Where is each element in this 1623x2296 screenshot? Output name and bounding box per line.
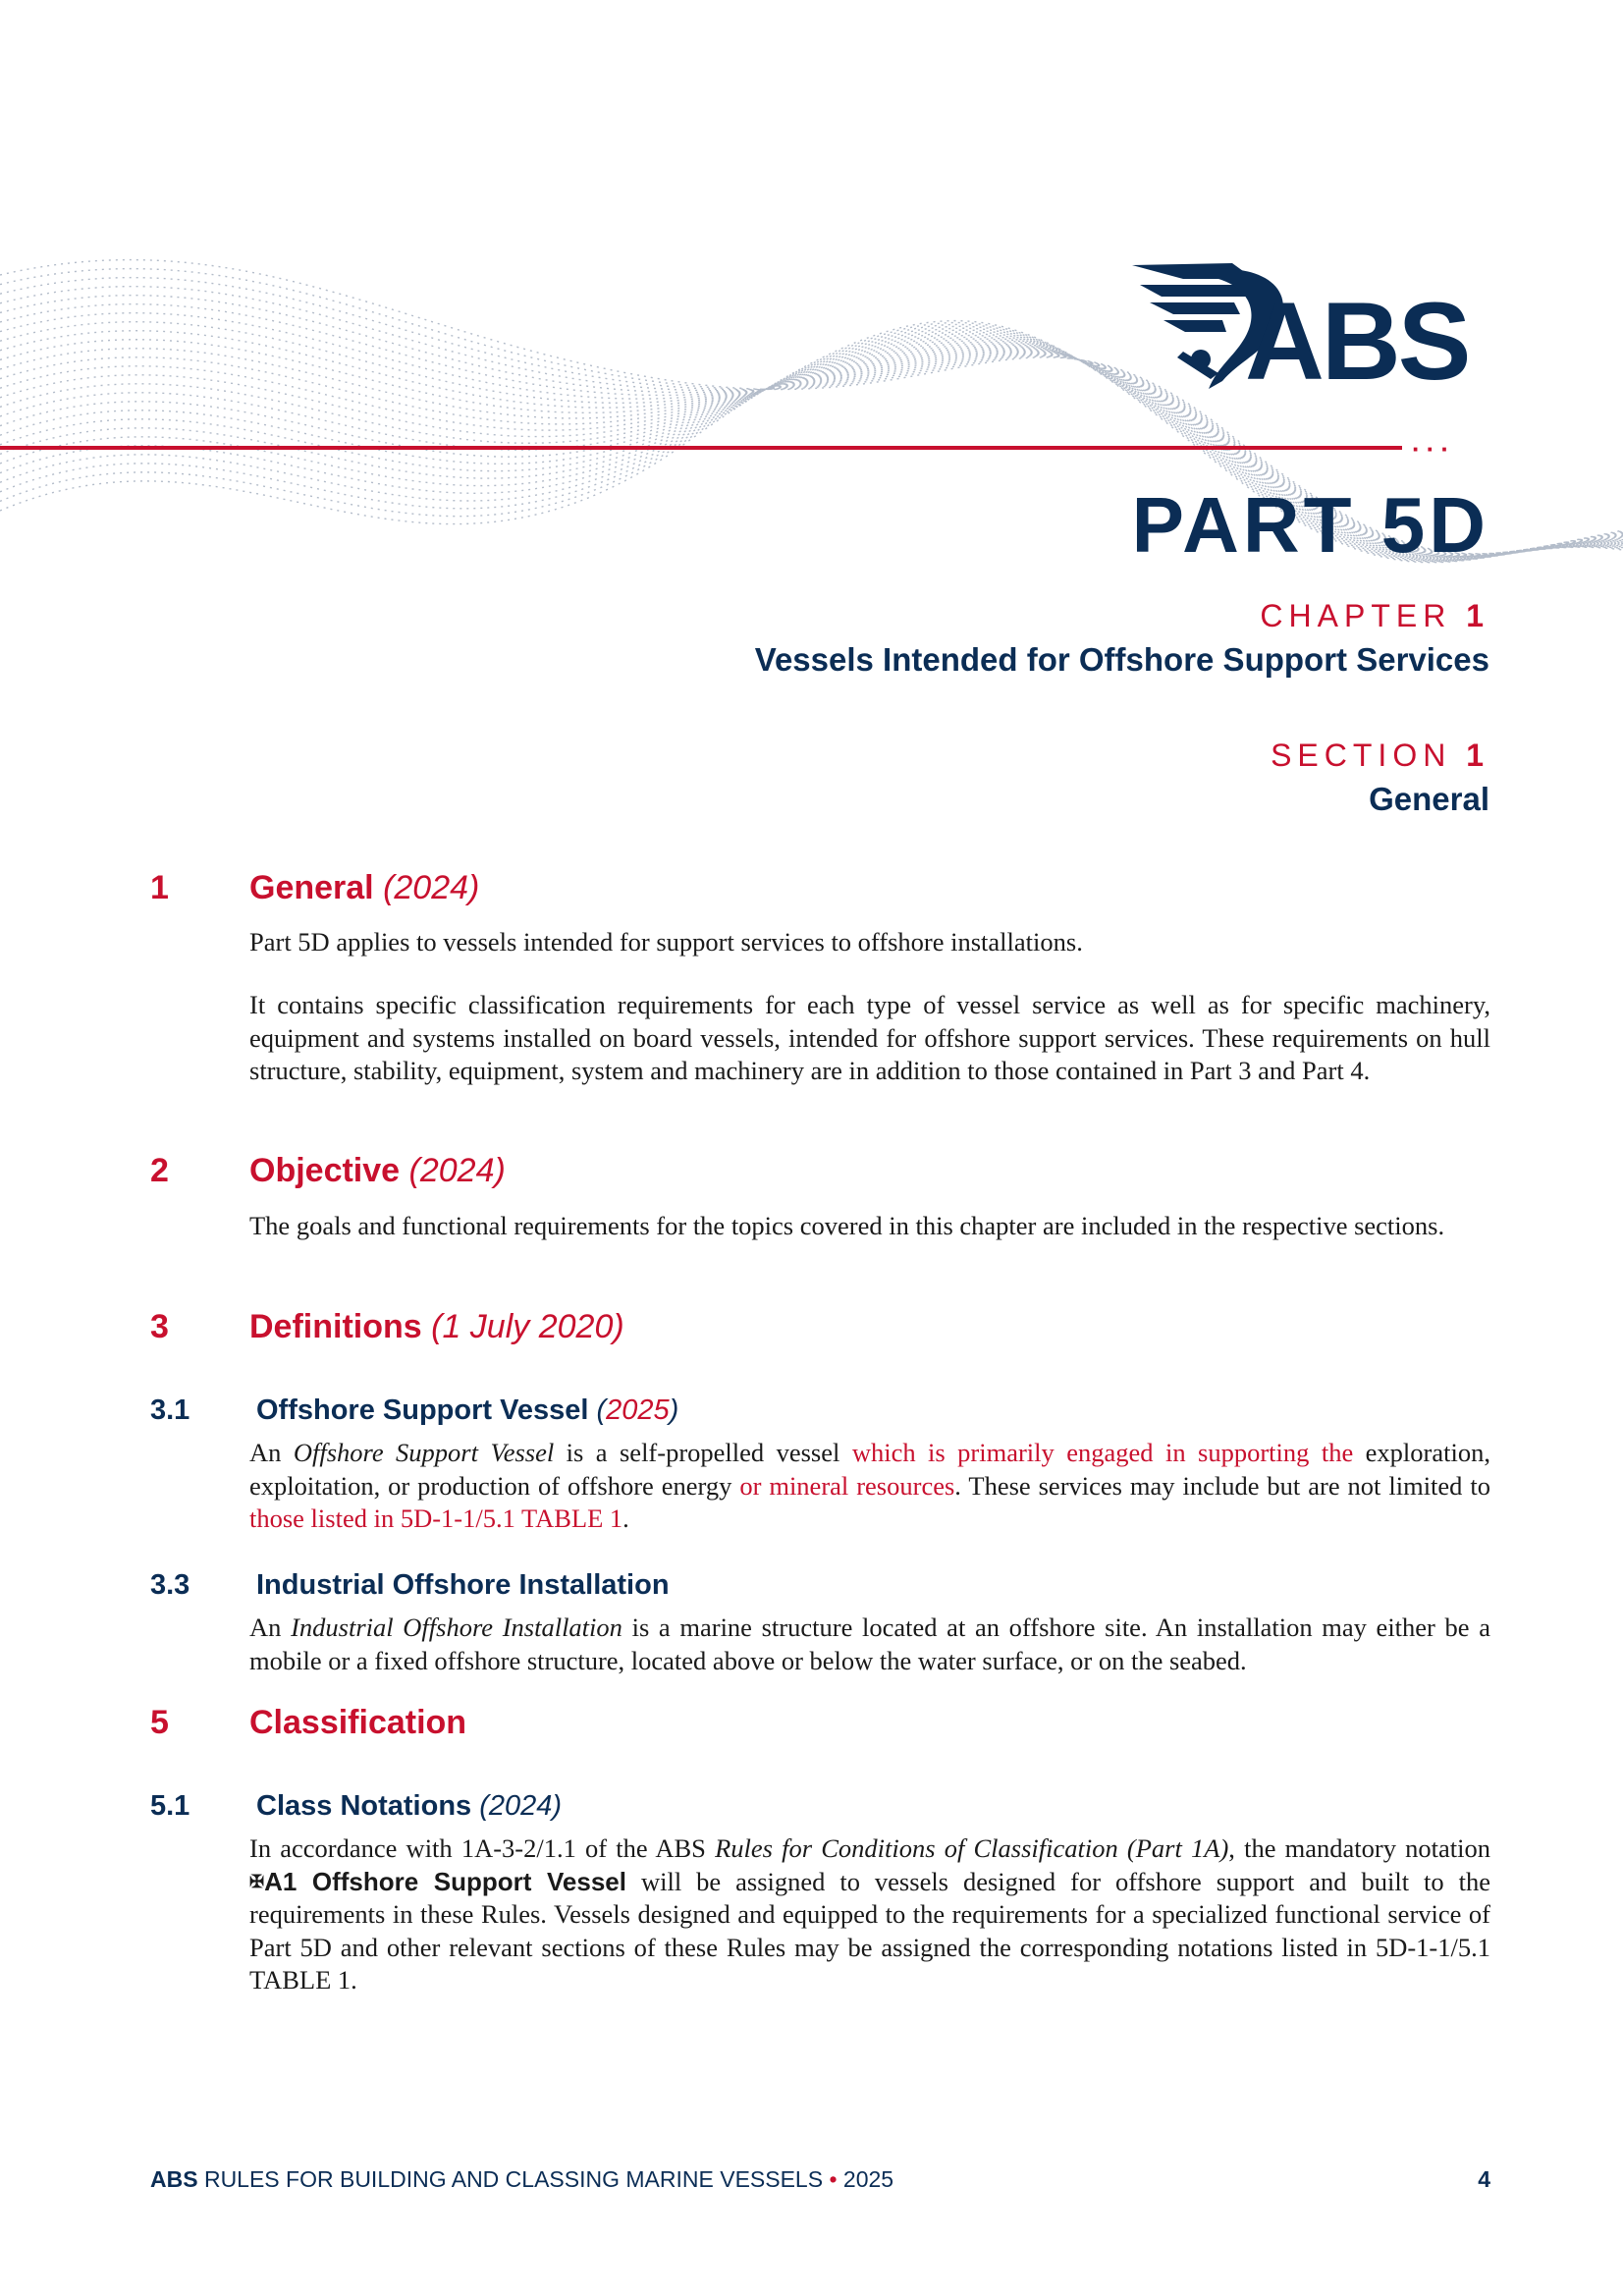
maltese-cross-icon: ✠	[249, 1871, 265, 1891]
text-run: An	[249, 1438, 294, 1467]
header-red-dots: ···	[1412, 434, 1455, 464]
paragraph: It contains specific classification requirements for each type of vessel service as well as for specific machinery, equipment and systems installed on board vessels, intended for offshore support services. These requirements on hull structure, stability, equipment, system and machinery are in addition to those contained in Part 3 and Part 4.	[249, 990, 1490, 1085]
revised-text: or mineral resources	[739, 1470, 955, 1501]
page-number: 4	[1478, 2166, 1490, 2192]
heading-number: 1	[150, 869, 169, 906]
revised-text: which is primarily engaged in supporting the	[851, 1438, 1354, 1467]
subheading-year-close: )	[669, 1394, 679, 1426]
text-run: exploration, exploitation, or production of offshore energy	[249, 1438, 1490, 1501]
text-run: is a self-propelled vessel	[554, 1438, 852, 1467]
paragraph: Part 5D applies to vessels intended for support services to offshore installations.	[249, 927, 1083, 957]
paragraph-osv-definition	[249, 1437, 1490, 1536]
text-run: In accordance with 1A-3-2/1.1 of the ABS	[249, 1833, 716, 1863]
text-run: .	[622, 1503, 629, 1533]
defined-term: Offshore Support Vessel	[293, 1438, 555, 1467]
section-word: SECTION	[1271, 738, 1452, 773]
subheading-number: 3.3	[150, 1569, 190, 1601]
text-run: An	[249, 1613, 292, 1642]
subheading-number: 3.1	[150, 1394, 190, 1426]
subheading-text: Offshore Support Vessel	[256, 1394, 589, 1426]
footer-year: 2025	[837, 2166, 894, 2192]
class-notation: A1 Offshore Support Vessel	[264, 1866, 626, 1896]
heading-text: General	[249, 869, 374, 906]
subheading-year-open: (	[596, 1394, 607, 1426]
footer-brand: ABS	[150, 2166, 198, 2192]
heading-year: (2024)	[383, 869, 480, 906]
subheading-number: 5.1	[150, 1790, 190, 1822]
heading-year: (2024)	[408, 1152, 506, 1189]
chapter-label	[1260, 596, 1489, 635]
header-red-rule	[0, 446, 1402, 450]
text-run: . These services may include but are not limited to	[954, 1470, 1490, 1501]
heading-text: Definitions	[249, 1308, 422, 1345]
text-run: is a marine structure located at an offshore site. An installation may either be a mobile or a fixed offshore structure, located above or below the water surface, or on the seabed.	[249, 1613, 1490, 1675]
subheading-year: (2024)	[479, 1790, 563, 1822]
paragraph: The goals and functional requirements for the topics covered in this chapter are included in the respective sections.	[249, 1211, 1445, 1240]
document-reference: Rules for Conditions of Classification (Part 1A)	[715, 1833, 1229, 1863]
footer-title: RULES FOR BUILDING AND CLASSING MARINE VESSELS	[197, 2166, 830, 2192]
text-run: , the mandatory notation	[1228, 1833, 1490, 1863]
subheading-text: Class Notations	[256, 1790, 472, 1822]
part-title: PART 5D	[1131, 481, 1489, 569]
revised-text: those listed in 5D-1-1/5.1 TABLE 1	[249, 1503, 623, 1533]
defined-term: Industrial Offshore Installation	[291, 1613, 622, 1642]
logo-wordmark: ABS	[1245, 280, 1469, 403]
footer-separator: •	[829, 2166, 838, 2192]
chapter-number: 1	[1466, 598, 1489, 633]
page-footer	[150, 2164, 1490, 2194]
text-run: will be assigned to vessels designed for offshore support and built to the requirements in these Rules. Vessels designed and equipped to the requirements for a specialized functional service of Part 5D and other relevant sections of these Rules may be assigned the corresponding notations listed in 5D-1-1/5.1 TABLE 1.	[249, 1866, 1490, 1995]
subheading-text: Industrial Offshore Installation	[256, 1569, 670, 1601]
heading-text: Objective	[249, 1152, 401, 1189]
heading-year: (1 July 2020)	[431, 1308, 624, 1345]
heading-text: Classification	[249, 1704, 467, 1741]
paragraph-ioi-definition	[249, 1612, 1490, 1677]
chapter-title: Vessels Intended for Offshore Support Services	[754, 641, 1489, 678]
chapter-word: CHAPTER	[1260, 598, 1452, 633]
paragraph-class-notations	[249, 1832, 1490, 1997]
heading-number: 2	[150, 1152, 169, 1189]
heading-number: 5	[150, 1704, 169, 1741]
subheading-year: 2025	[606, 1394, 670, 1426]
section-label	[1271, 736, 1489, 775]
heading-number: 3	[150, 1308, 169, 1345]
section-title: General	[1369, 781, 1489, 817]
section-number: 1	[1466, 738, 1489, 773]
